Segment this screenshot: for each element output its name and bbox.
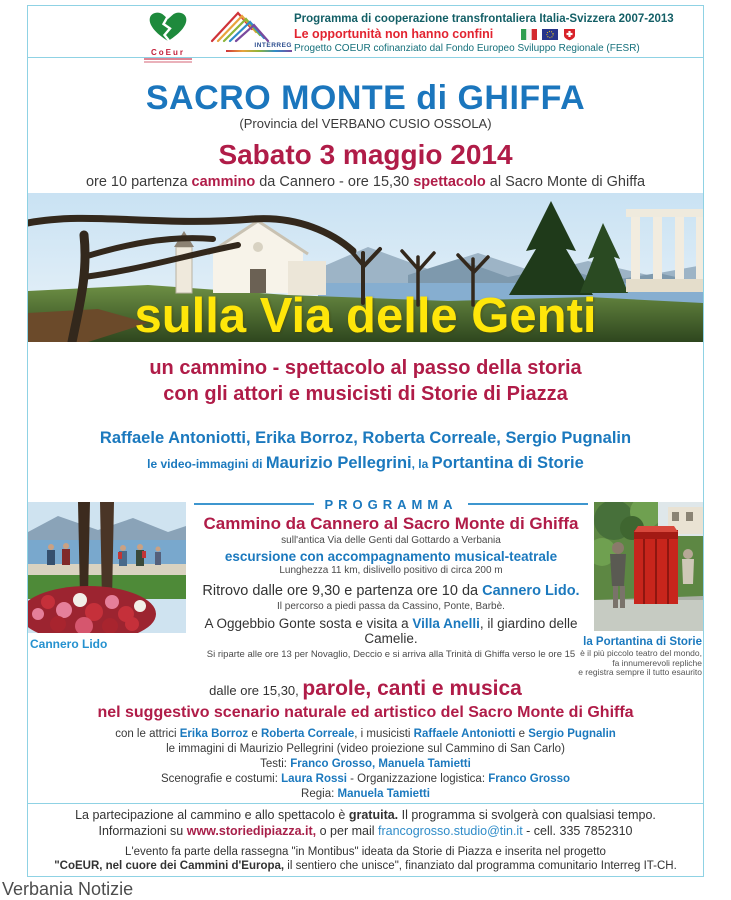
info-text: Il programma si svolgerà con qualsiasi tempo. — [398, 808, 656, 822]
credits-cast-line — [28, 727, 703, 742]
credits-text: Testi: — [260, 758, 291, 770]
credits-name: Roberta Correale — [260, 728, 355, 740]
program-funding-line: Progetto COEUR cofinanziato dal Fondo Europeo Sviluppo Regionale (FESR) — [294, 43, 640, 54]
afternoon-title: parole, canti e musica — [302, 677, 522, 700]
credits-text: e — [515, 728, 529, 740]
intro-line-2: con gli attori e musicisti di Storie di Piazza — [163, 383, 568, 405]
cooperation-program-banner — [27, 5, 704, 58]
credits-text: Regia: — [301, 788, 338, 800]
info-text: il sentiero che unisce", finanziato dal programma comunitario Interreg IT-CH. — [284, 859, 677, 872]
event-schedule-line — [28, 174, 703, 190]
afternoon-line — [28, 677, 703, 701]
intro-line-1: un cammino - spettacolo al passo della storia — [149, 357, 582, 379]
schedule-highlight: cammino — [191, 174, 256, 190]
hero-panorama-photo — [28, 193, 703, 342]
stop-text: A Oggebbio Gonte sosta e visita a — [204, 616, 413, 631]
afternoon-time: dalle ore 15,30, — [209, 683, 303, 698]
portantina-street-illustration — [594, 502, 703, 631]
credits-name: Franco Grosso — [488, 773, 571, 785]
heading-rule-left — [194, 503, 314, 505]
right-caption-line: fa innumerevoli repliche — [612, 657, 702, 668]
schedule-text: ore 10 partenza — [85, 174, 192, 190]
info-text: La partecipazione al cammino e allo spettacolo è — [75, 808, 349, 822]
video-credits-name: Portantina di Storie — [431, 454, 584, 472]
credits-text: - Organizzazione logistica: — [346, 773, 489, 785]
email-link[interactable]: francogrosso.studio@tin.it — [377, 824, 523, 838]
excursion-line: escursione con accompagnamento musical-teatrale — [224, 549, 558, 564]
credits-name: Laura Rossi — [281, 773, 347, 785]
project-name: "CoEUR, nel cuore dei Cammini d'Europa, — [54, 859, 285, 872]
interreg-logo-label: INTERREG — [254, 42, 292, 49]
swiss-shield-icon — [563, 28, 576, 41]
coeur-logo-tagline-bar — [144, 61, 192, 63]
program-slogan-line: Le opportunità non hanno confini — [294, 27, 494, 41]
program-header-text — [294, 13, 694, 55]
right-caption-title: la Portantina di Storie — [583, 636, 702, 648]
video-credits-line — [28, 454, 703, 473]
credits-name: Franco Grosso, Manuela Tamietti — [290, 758, 471, 770]
italy-flag-icon — [521, 29, 537, 40]
meeting-line — [188, 583, 594, 599]
artists-line: Raffaele Antoniotti, Erika Borroz, Roberta Correale, Sergio Pugnalin — [99, 429, 632, 447]
coeur-logo — [140, 10, 196, 63]
video-credits-text: , la — [411, 457, 432, 471]
website-link[interactable]: www.storiedipiazza.it, — [186, 824, 317, 838]
hero-overlay-title: sulla Via delle Genti — [134, 289, 597, 342]
credits-images-line: le immagini di Maurizio Pellegrini (video proiezione sul Cammino di San Carlo) — [166, 743, 565, 755]
flags-group — [521, 28, 576, 41]
interreg-logo — [208, 9, 292, 52]
program-title-line: Programma di cooperazione transfrontaliera Italia-Svizzera 2007-2013 — [294, 13, 674, 25]
info-text: o per mail — [316, 824, 378, 838]
cannero-lido-highlight: Cannero Lido. — [482, 583, 580, 599]
participation-line — [28, 807, 703, 823]
schedule-text: da Cannero - ore 15,30 — [255, 174, 414, 190]
info-block — [28, 807, 703, 873]
contacts-line — [28, 823, 703, 839]
credits-text: con le attrici — [115, 728, 180, 740]
credits-name: Erika Borroz — [179, 728, 249, 740]
footer-divider — [28, 803, 703, 804]
length-line: Lunghezza 11 km, dislivello positivo di circa 200 m — [279, 565, 503, 576]
credits-name: Sergio Pugnalin — [528, 728, 616, 740]
villa-anelli-highlight: Villa Anelli — [412, 616, 480, 631]
right-photo-caption — [532, 636, 702, 678]
right-caption-line: è il più piccolo teatro del mondo, — [580, 648, 702, 658]
credits-scenography-line — [28, 772, 703, 787]
schedule-text: al Sacro Monte di Ghiffa — [485, 174, 646, 190]
project-line — [28, 860, 703, 874]
info-text: - cell. 335 7852310 — [522, 824, 633, 838]
schedule-highlight: spettacolo — [413, 174, 486, 190]
province-subtitle: (Provincia del VERBANO CUSIO OSSOLA) — [239, 116, 492, 131]
event-context-line: L'evento fa parte della rassegna "in Montibus" ideata da Storie di Piazza e inserita nel progetto — [125, 846, 606, 858]
heading-rule-right — [468, 503, 588, 505]
interreg-peaks-icon — [208, 9, 292, 43]
credits-direction-line — [28, 787, 703, 802]
video-credits-text: le video-immagini di — [147, 457, 266, 471]
credits-block — [28, 727, 703, 802]
eu-flag-icon — [542, 29, 558, 40]
coeur-logo-label: CoEur — [151, 48, 185, 57]
credits-name: Manuela Tamietti — [337, 788, 430, 800]
video-credits-name: Maurizio Pellegrini — [265, 454, 412, 472]
route-line: Il percorso a piedi passa da Cassino, Ponte, Barbè. — [277, 601, 505, 612]
interreg-color-bar — [226, 50, 292, 52]
credits-text: , i musicisti — [354, 728, 414, 740]
stop-text: , il giardino delle Camelie. — [364, 616, 578, 646]
event-date: Sabato 3 maggio 2014 — [218, 139, 513, 170]
free-highlight: gratuita. — [348, 808, 399, 822]
cannero-lido-photo — [28, 502, 186, 633]
walk-title: Cammino da Cannero al Sacro Monte di Ghiffa — [203, 514, 579, 533]
credits-text: e — [248, 728, 261, 740]
lakeside-walk-illustration — [28, 502, 186, 633]
heart-icon — [147, 10, 189, 42]
program-heading: PROGRAMMA — [324, 496, 458, 512]
event-poster-image[interactable] — [27, 5, 704, 877]
right-caption-line: e registra sempre il tutto esaurito — [578, 667, 702, 677]
walk-subtitle: sull'antica Via delle Genti dal Gottardo a Verbania — [281, 535, 501, 546]
site-name: Verbania Notizie — [2, 879, 134, 899]
left-photo-caption: Cannero Lido — [30, 637, 108, 651]
restart-line: Si riparte alle ore 13 per Novaglio, Deccio e si arriva alla Trinità di Ghiffa verso le ore 15 — [206, 649, 576, 660]
credits-name: Raffaele Antoniotti — [413, 728, 516, 740]
coeur-logo-tagline-bar — [144, 58, 192, 60]
info-text: Informazioni su — [98, 824, 187, 838]
portantina-photo — [594, 502, 703, 631]
page-title: SACRO MONTE di GHIFFA — [145, 79, 586, 117]
program-heading-row — [194, 497, 588, 511]
meeting-text: Ritrovo dalle ore 9,30 e partenza ore 10 da — [202, 583, 483, 599]
credits-text: Scenografie e costumi: — [160, 773, 282, 785]
credits-texts-line — [28, 757, 703, 772]
afternoon-scenario-line: nel suggestivo scenario naturale ed artistico del Sacro Monte di Ghiffa — [97, 704, 634, 721]
